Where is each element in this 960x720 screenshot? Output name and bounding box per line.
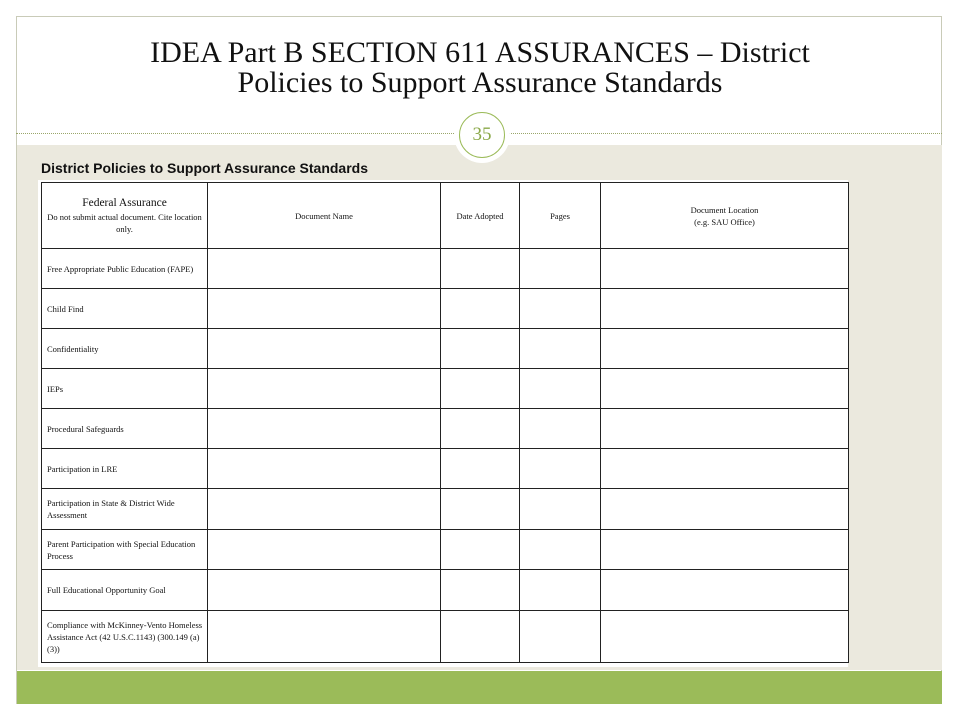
slide-title <box>16 38 944 98</box>
document-location-cell[interactable] <box>601 289 849 329</box>
table-row <box>42 611 849 663</box>
header-document-name: Document Name <box>208 183 441 249</box>
assurance-cell: Full Educational Opportunity Goal <box>42 570 208 611</box>
table-row <box>42 449 849 489</box>
assurance-cell: Compliance with McKinney-Vento Homeless Assistance Act (42 U.S.C.1143) (300.149 (a) (3)) <box>42 611 208 663</box>
assurance-cell: Procedural Safeguards <box>42 409 208 449</box>
date-adopted-cell[interactable] <box>441 329 520 369</box>
footer-bar <box>17 671 942 704</box>
table-row <box>42 570 849 611</box>
document-location-cell[interactable] <box>601 409 849 449</box>
table-header-row <box>42 183 849 249</box>
document-location-cell[interactable] <box>601 449 849 489</box>
pages-cell[interactable] <box>520 369 601 409</box>
table-row <box>42 329 849 369</box>
document-name-cell[interactable] <box>208 369 441 409</box>
document-location-cell[interactable] <box>601 369 849 409</box>
table-row <box>42 489 849 530</box>
header-federal-assurance <box>42 183 208 249</box>
assurances-table <box>41 182 849 663</box>
header-document-location-note: (e.g. SAU Office) <box>694 216 755 227</box>
header-document-location-title: Document Location <box>690 204 759 215</box>
pages-cell[interactable] <box>520 289 601 329</box>
slide-title-line-1: IDEA Part B SECTION 611 ASSURANCES – District <box>150 36 810 69</box>
date-adopted-cell[interactable] <box>441 489 520 530</box>
document-name-cell[interactable] <box>208 409 441 449</box>
pages-cell[interactable] <box>520 570 601 611</box>
date-adopted-cell[interactable] <box>441 530 520 570</box>
date-adopted-cell[interactable] <box>441 369 520 409</box>
slide-title-line-2: Policies to Support Assurance Standards <box>237 66 723 99</box>
date-adopted-cell[interactable] <box>441 289 520 329</box>
assurance-cell: Child Find <box>42 289 208 329</box>
document-name-cell[interactable] <box>208 489 441 530</box>
pages-cell[interactable] <box>520 249 601 289</box>
pages-cell[interactable] <box>520 449 601 489</box>
document-name-cell[interactable] <box>208 611 441 663</box>
date-adopted-cell[interactable] <box>441 249 520 289</box>
pages-cell[interactable] <box>520 530 601 570</box>
assurance-cell: Free Appropriate Public Education (FAPE) <box>42 249 208 289</box>
table-row <box>42 409 849 449</box>
header-date-adopted: Date Adopted <box>441 183 520 249</box>
document-location-cell[interactable] <box>601 570 849 611</box>
page-number-ring <box>459 112 505 158</box>
pages-cell[interactable] <box>520 409 601 449</box>
table-row <box>42 530 849 570</box>
table-row <box>42 289 849 329</box>
document-name-cell[interactable] <box>208 530 441 570</box>
date-adopted-cell[interactable] <box>441 570 520 611</box>
date-adopted-cell[interactable] <box>441 409 520 449</box>
document-name-cell[interactable] <box>208 329 441 369</box>
assurance-cell: Parent Participation with Special Education Process <box>42 530 208 570</box>
date-adopted-cell[interactable] <box>441 449 520 489</box>
pages-cell[interactable] <box>520 489 601 530</box>
date-adopted-cell[interactable] <box>441 611 520 663</box>
section-label: District Policies to Support Assurance Standards <box>41 160 369 176</box>
document-location-cell[interactable] <box>601 249 849 289</box>
document-name-cell[interactable] <box>208 570 441 611</box>
pages-cell[interactable] <box>520 329 601 369</box>
table-row <box>42 369 849 409</box>
document-location-cell[interactable] <box>601 611 849 663</box>
assurance-cell: Confidentiality <box>42 329 208 369</box>
assurance-cell: Participation in State & District Wide Assessment <box>42 489 208 530</box>
page-number: 35 <box>472 124 492 145</box>
header-federal-assurance-note: Do not submit actual document. Cite location only. <box>47 212 202 234</box>
document-location-cell[interactable] <box>601 530 849 570</box>
header-document-location <box>601 183 849 249</box>
document-location-cell[interactable] <box>601 489 849 530</box>
document-name-cell[interactable] <box>208 249 441 289</box>
page-number-badge <box>454 107 510 163</box>
pages-cell[interactable] <box>520 611 601 663</box>
table-row <box>42 249 849 289</box>
document-location-cell[interactable] <box>601 329 849 369</box>
document-name-cell[interactable] <box>208 289 441 329</box>
document-name-cell[interactable] <box>208 449 441 489</box>
header-pages: Pages <box>520 183 601 249</box>
assurance-cell: IEPs <box>42 369 208 409</box>
assurance-cell: Participation in LRE <box>42 449 208 489</box>
header-federal-assurance-title: Federal Assurance <box>82 197 167 209</box>
